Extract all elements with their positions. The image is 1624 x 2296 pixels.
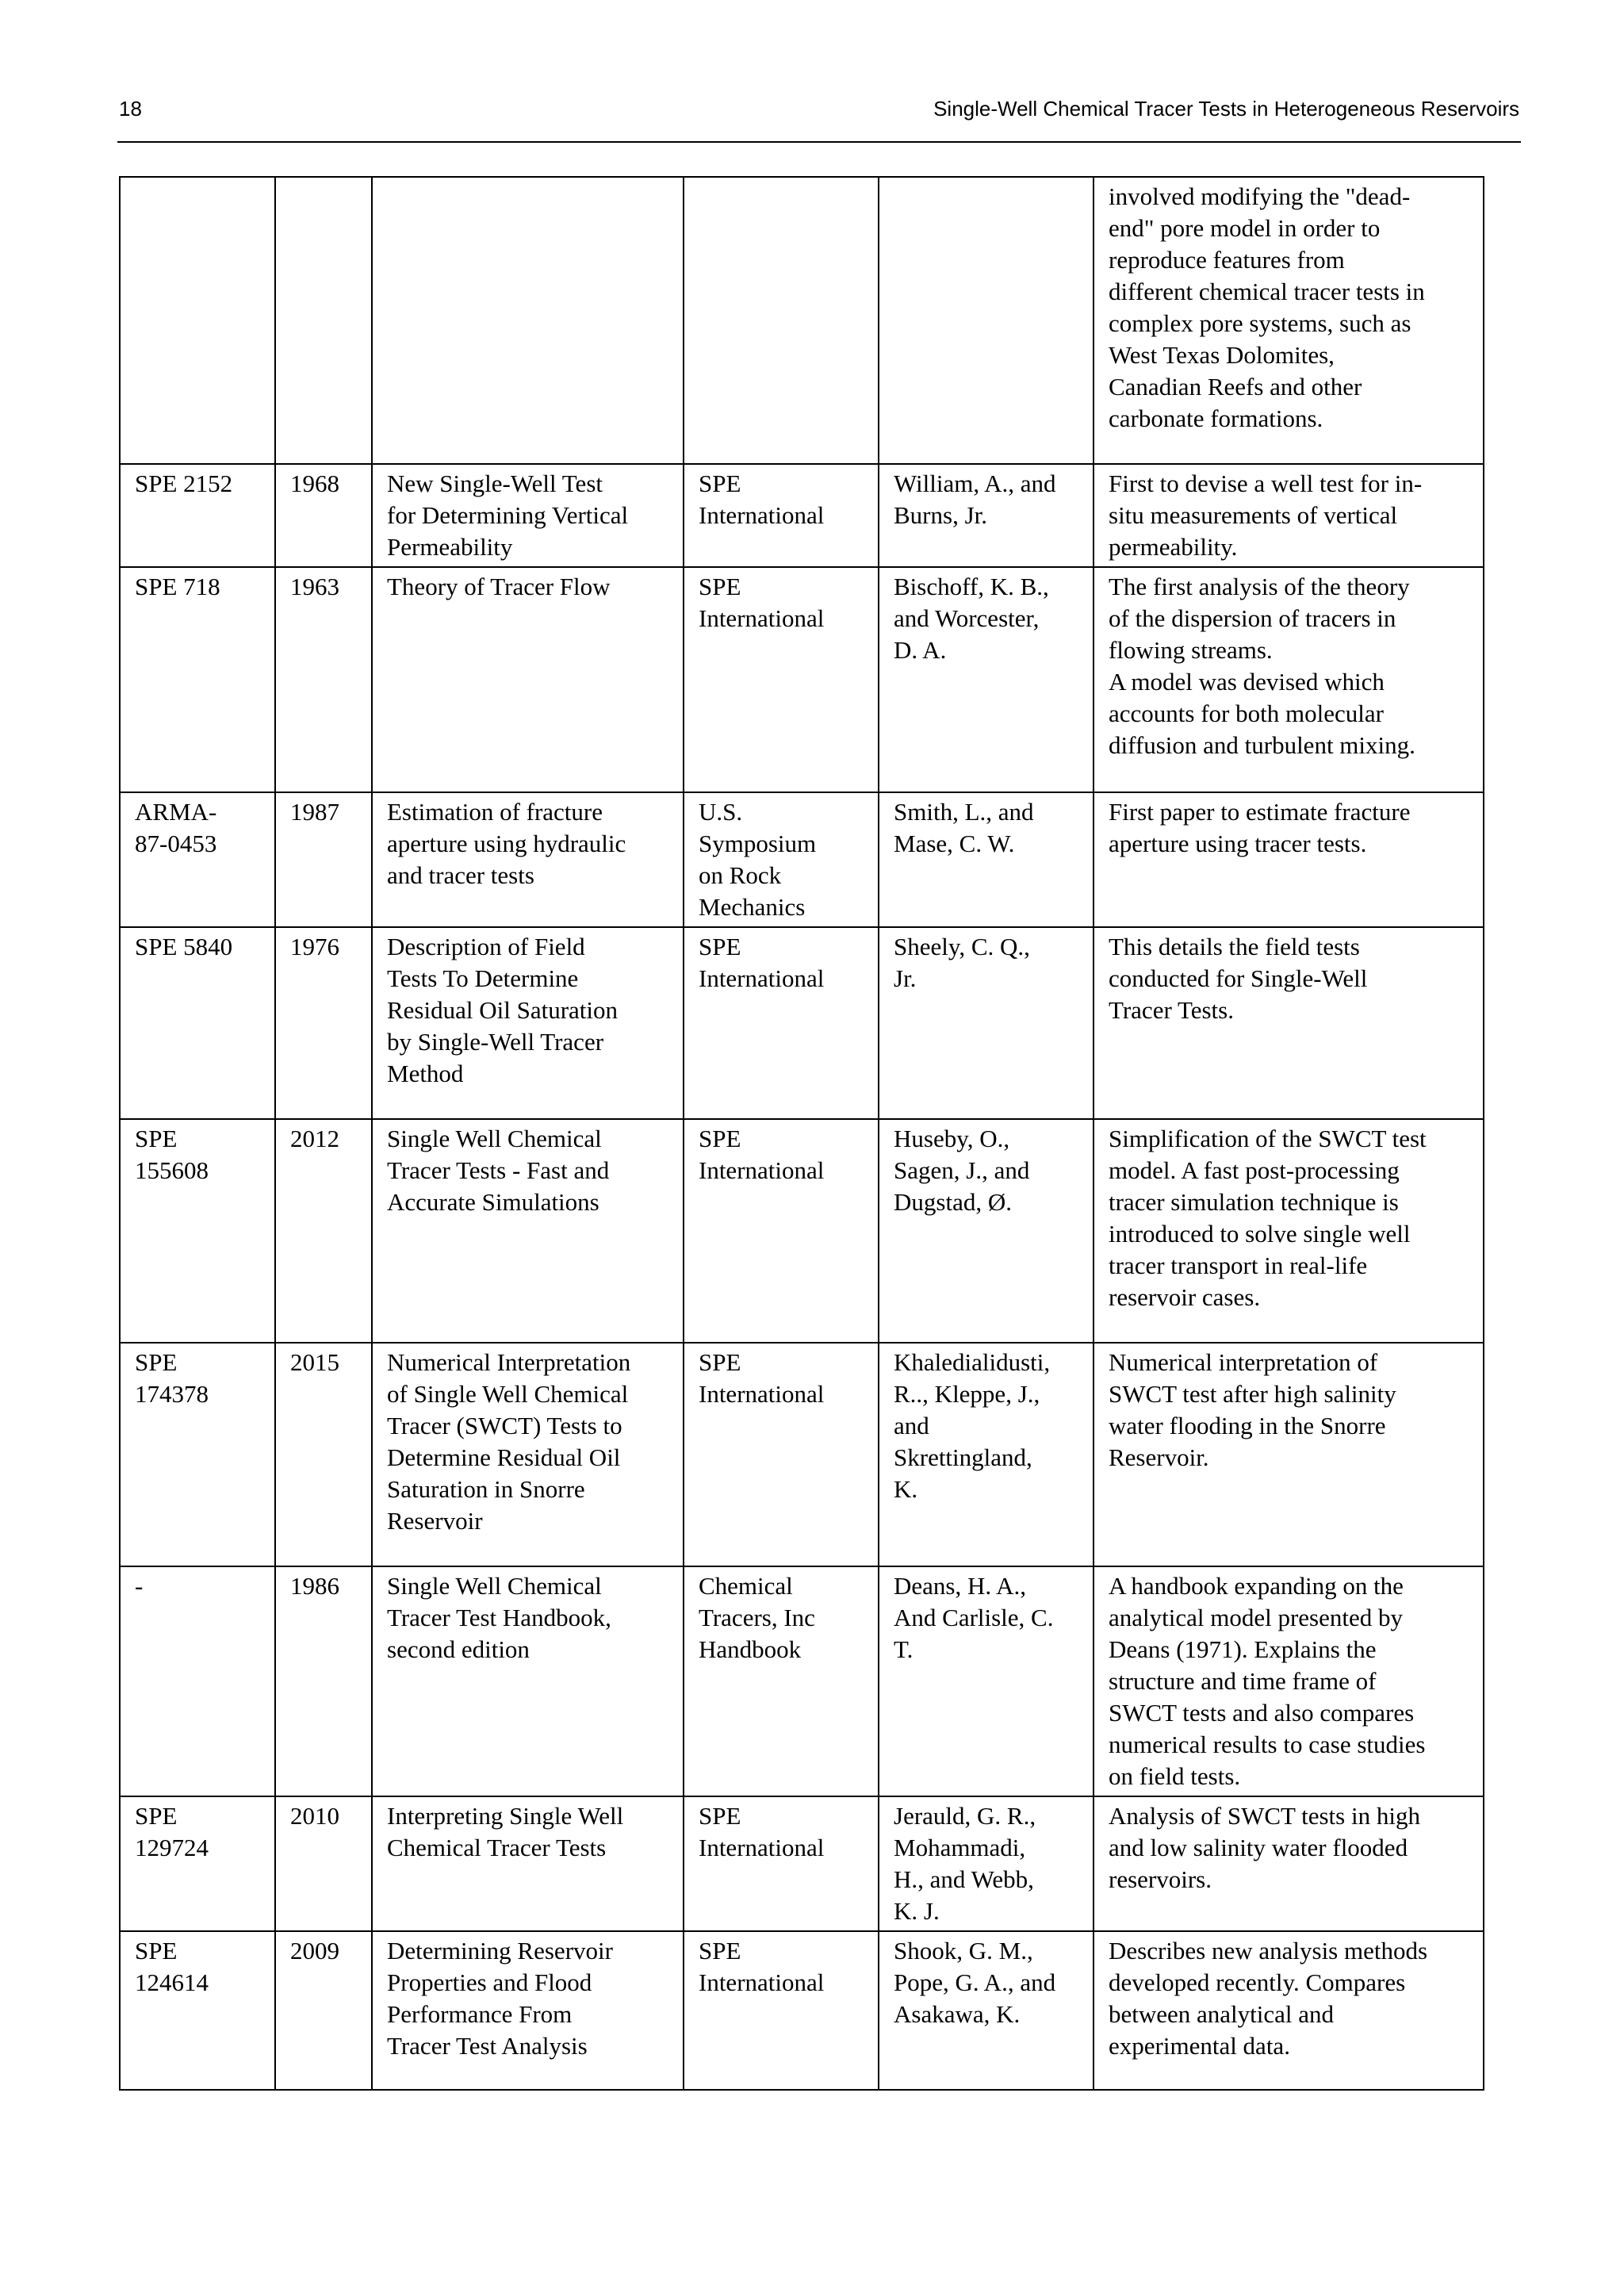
paper-id-cell: ARMA- 87-0453 [120, 792, 275, 927]
year-cell: 2009 [275, 1931, 372, 2090]
table-row [120, 927, 1484, 1119]
publisher-cell: SPE International [684, 1796, 879, 1931]
year-cell: 1987 [275, 792, 372, 927]
summary-cell: A handbook expanding on the analytical model presented by Deans (1971). Explains the structure and time frame of SWCT tests and also compares numerical results to case studies on field tests. [1094, 1566, 1484, 1796]
title-cell: New Single-Well Test for Determining Vertical Permeability [372, 464, 684, 567]
summary-cell: First to devise a well test for in- situ measurements of vertical permeability. [1094, 464, 1484, 567]
summary-cell: Numerical interpretation of SWCT test after high salinity water flooding in the Snorre Reservoir. [1094, 1343, 1484, 1566]
summary-cell: Analysis of SWCT tests in high and low salinity water flooded reservoirs. [1094, 1796, 1484, 1931]
year-cell: 2010 [275, 1796, 372, 1931]
table-row [120, 1119, 1484, 1343]
authors-cell: Jerauld, G. R., Mohammadi, H., and Webb, K. J. [879, 1796, 1094, 1931]
publisher-cell: SPE International [684, 1119, 879, 1343]
year-cell: 1963 [275, 567, 372, 792]
publisher-cell: SPE International [684, 927, 879, 1119]
title-cell: Interpreting Single Well Chemical Tracer Tests [372, 1796, 684, 1931]
title-cell: Single Well Chemical Tracer Tests - Fast and Accurate Simulations [372, 1119, 684, 1343]
summary-cell: This details the field tests conducted for Single-Well Tracer Tests. [1094, 927, 1484, 1119]
paper-id-cell: SPE 174378 [120, 1343, 275, 1566]
publisher-cell: SPE International [684, 567, 879, 792]
authors-cell [879, 177, 1094, 464]
paper-id-cell: SPE 129724 [120, 1796, 275, 1931]
title-cell: Description of Field Tests To Determine Residual Oil Saturation by Single-Well Tracer Method [372, 927, 684, 1119]
page-header [117, 94, 1521, 143]
year-cell: 1976 [275, 927, 372, 1119]
title-cell: Numerical Interpretation of Single Well Chemical Tracer (SWCT) Tests to Determine Residual Oil Saturation in Snorre Reservoir [372, 1343, 684, 1566]
table-row [120, 177, 1484, 464]
authors-cell: Shook, G. M., Pope, G. A., and Asakawa, K. [879, 1931, 1094, 2090]
publisher-cell [684, 177, 879, 464]
authors-cell: Khaledialidusti, R.., Kleppe, J., and Skrettingland, K. [879, 1343, 1094, 1566]
summary-cell: Simplification of the SWCT test model. A fast post-processing tracer simulation technique is introduced to solve single well tracer transport in real-life reservoir cases. [1094, 1119, 1484, 1343]
table-row [120, 792, 1484, 927]
year-cell: 1968 [275, 464, 372, 567]
summary-cell: The first analysis of the theory of the dispersion of tracers in flowing streams. A model was devised which accounts for both molecular diffusion and turbulent mixing. [1094, 567, 1484, 792]
authors-cell: William, A., and Burns, Jr. [879, 464, 1094, 567]
table-row [120, 1566, 1484, 1796]
title-cell [372, 177, 684, 464]
year-cell: 2012 [275, 1119, 372, 1343]
literature-table [119, 176, 1484, 2091]
authors-cell: Deans, H. A., And Carlisle, C. T. [879, 1566, 1094, 1796]
table-row [120, 567, 1484, 792]
year-cell [275, 177, 372, 464]
paper-id-cell: SPE 2152 [120, 464, 275, 567]
paper-id-cell: SPE 5840 [120, 927, 275, 1119]
paper-id-cell: SPE 155608 [120, 1119, 275, 1343]
page-number: 18 [119, 97, 142, 121]
paper-id-cell [120, 177, 275, 464]
summary-cell: involved modifying the "dead- end" pore model in order to reproduce features from different chemical tracer tests in complex pore systems, such as West Texas Dolomites, Canadian Reefs and other carbonate formations. [1094, 177, 1484, 464]
publisher-cell: SPE International [684, 1343, 879, 1566]
running-title: Single-Well Chemical Tracer Tests in Heterogeneous Reservoirs [933, 97, 1519, 121]
table-row [120, 464, 1484, 567]
table-row [120, 1343, 1484, 1566]
publisher-cell: U.S. Symposium on Rock Mechanics [684, 792, 879, 927]
title-cell: Single Well Chemical Tracer Test Handbook, second edition [372, 1566, 684, 1796]
table-row [120, 1931, 1484, 2090]
paper-id-cell: SPE 124614 [120, 1931, 275, 2090]
paper-id-cell: SPE 718 [120, 567, 275, 792]
summary-cell: First paper to estimate fracture aperture using tracer tests. [1094, 792, 1484, 927]
publisher-cell: SPE International [684, 1931, 879, 2090]
table-row [120, 1796, 1484, 1931]
summary-cell: Describes new analysis methods developed recently. Compares between analytical and experimental data. [1094, 1931, 1484, 2090]
authors-cell: Sheely, C. Q., Jr. [879, 927, 1094, 1119]
publisher-cell: Chemical Tracers, Inc Handbook [684, 1566, 879, 1796]
year-cell: 1986 [275, 1566, 372, 1796]
title-cell: Estimation of fracture aperture using hydraulic and tracer tests [372, 792, 684, 927]
publisher-cell: SPE International [684, 464, 879, 567]
title-cell: Determining Reservoir Properties and Flood Performance From Tracer Test Analysis [372, 1931, 684, 2090]
title-cell: Theory of Tracer Flow [372, 567, 684, 792]
paper-id-cell: - [120, 1566, 275, 1796]
authors-cell: Huseby, O., Sagen, J., and Dugstad, Ø. [879, 1119, 1094, 1343]
authors-cell: Smith, L., and Mase, C. W. [879, 792, 1094, 927]
authors-cell: Bischoff, K. B., and Worcester, D. A. [879, 567, 1094, 792]
year-cell: 2015 [275, 1343, 372, 1566]
